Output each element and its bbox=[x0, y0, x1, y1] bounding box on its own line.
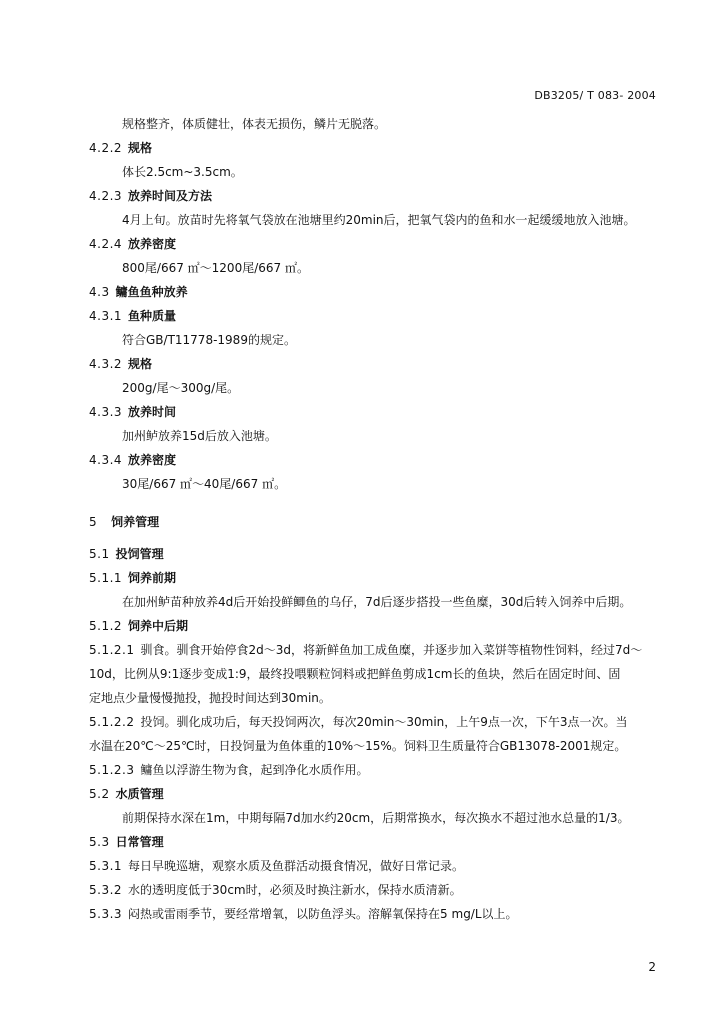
section-heading-5-1-2: 5.1.2 饲养中后期 bbox=[89, 619, 189, 633]
paragraph-line: 5.1.2.1 驯食。驯食开始停食2d～3d，将新鲜鱼加工成鱼糜，并逐步加入菜饼等植物性饲料，经过7d～ bbox=[89, 643, 643, 657]
section-heading-4-3-4: 4.3.4 放养密度 bbox=[89, 453, 177, 467]
section-heading-4-3: 4.3 鳙鱼鱼种放养 bbox=[89, 285, 188, 299]
section-heading-5-1: 5.1 投饲管理 bbox=[89, 547, 164, 561]
paragraph-line: 30尾/667 ㎡～40尾/667 ㎡。 bbox=[122, 477, 287, 491]
paragraph-line: 200g/尾～300g/尾。 bbox=[122, 381, 240, 395]
paragraph-line: 符合GB/T11778-1989的规定。 bbox=[122, 333, 296, 347]
paragraph-line: 5.3.1 每日早晚巡塘，观察水质及鱼群活动摄食情况，做好日常记录。 bbox=[89, 859, 465, 873]
section-heading-5-1-1: 5.1.1 饲养前期 bbox=[89, 571, 177, 585]
paragraph-line: 水温在20℃～25℃时，日投饲量为鱼体重的10%～15%。饲料卫生质量符合GB13078-2001规定。 bbox=[89, 739, 627, 753]
page-number: 2 bbox=[648, 960, 656, 974]
paragraph-line: 体长2.5cm~3.5cm。 bbox=[122, 165, 243, 179]
section-heading-4-2-3: 4.2.3 放养时间及方法 bbox=[89, 189, 213, 203]
paragraph-line: 5.3.3 闷热或雷雨季节，要经常增氧，以防鱼浮头。溶解氧保持在5 mg/L以上。 bbox=[89, 907, 518, 921]
paragraph-line: 10d，比例从9:1逐步变成1:9，最终投喂颗粒饲料或把鲜鱼剪成1cm长的鱼块，然后在固定时间、固 bbox=[89, 667, 621, 681]
paragraph-line: 5.3.2 水的透明度低于30cm时，必须及时换注新水，保持水质清新。 bbox=[89, 883, 462, 897]
section-heading-5-2: 5.2 水质管理 bbox=[89, 787, 164, 801]
paragraph-line: 规格整齐，体质健壮，体表无损伤，鳞片无脱落。 bbox=[122, 117, 387, 131]
paragraph-line: 800尾/667 ㎡～1200尾/667 ㎡。 bbox=[122, 261, 309, 275]
section-heading-5-3: 5.3 日常管理 bbox=[89, 835, 164, 849]
section-heading-4-3-1: 4.3.1 鱼种质量 bbox=[89, 309, 177, 323]
section-heading-4-3-2: 4.3.2 规格 bbox=[89, 357, 153, 371]
standard-code-header: DB3205/ T 083- 2004 bbox=[534, 89, 656, 102]
section-heading-4-3-3: 4.3.3 放养时间 bbox=[89, 405, 177, 419]
paragraph-line: 4月上旬。放苗时先将氧气袋放在池塘里约20min后，把氧气袋内的鱼和水一起缓缓地放入池塘。 bbox=[122, 213, 636, 227]
paragraph-line: 前期保持水深在1m，中期每隔7d加水约20cm，后期常换水，每次换水不超过池水总量的1/3。 bbox=[122, 811, 630, 825]
section-heading-4-2-2: 4.2.2 规格 bbox=[89, 141, 153, 155]
paragraph-line: 5.1.2.2 投饲。驯化成功后，每天投饲两次，每次20min～30min，上午9点一次，下午3点一次。当 bbox=[89, 715, 628, 729]
section-heading-4-2-4: 4.2.4 放养密度 bbox=[89, 237, 177, 251]
chapter-heading-5: 5 饲养管理 bbox=[89, 515, 160, 529]
paragraph-line: 5.1.2.3 鳙鱼以浮游生物为食，起到净化水质作用。 bbox=[89, 763, 369, 777]
paragraph-line: 在加州鲈苗种放养4d后开始投鲜鲫鱼的乌仔，7d后逐步搭投一些鱼糜，30d后转入饲养中后期。 bbox=[122, 595, 632, 609]
paragraph-line: 定地点少量慢慢抛投，抛投时间达到30min。 bbox=[89, 691, 331, 705]
paragraph-line: 加州鲈放养15d后放入池塘。 bbox=[122, 429, 277, 443]
